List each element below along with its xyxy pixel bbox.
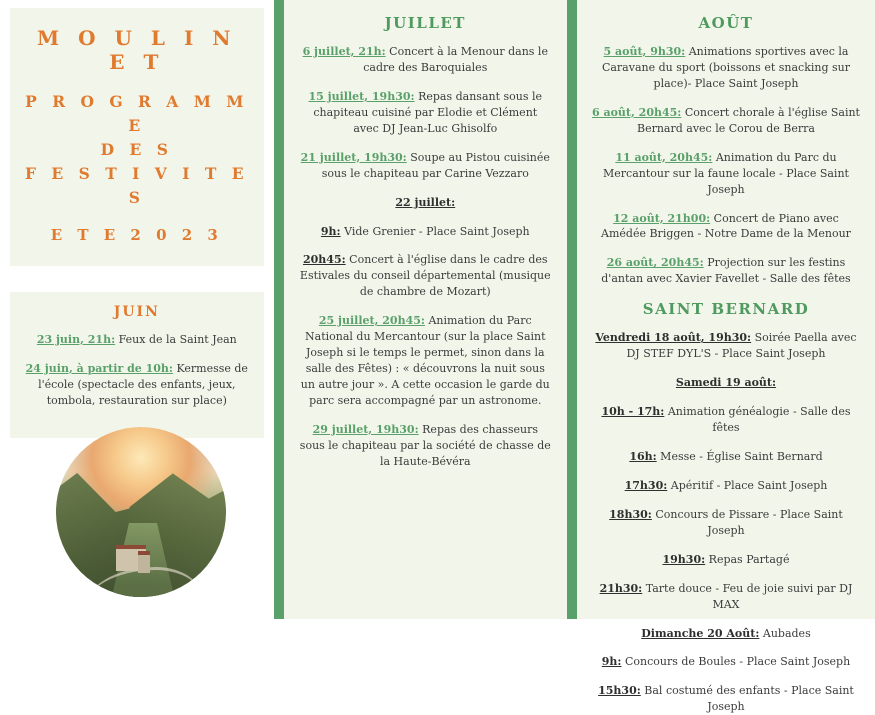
event-item xyxy=(591,654,861,670)
event-text: Concert chorale à l'église Saint Bernard avec le Corou de Berra xyxy=(636,105,860,135)
event-item xyxy=(24,332,250,348)
event-text: Feux de la Saint Jean xyxy=(115,333,237,347)
event-label: 6 juillet, 21h: xyxy=(302,45,386,58)
section-heading-aout: AOÛT xyxy=(698,14,754,32)
event-item xyxy=(300,195,551,211)
event-text: Repas dansant sous le chapiteau cuisiné par Elodie et Clément avec DJ Jean-Luc Ghisolfo xyxy=(313,89,543,135)
event-label: 12 août, 21h00: xyxy=(613,211,711,225)
event-item xyxy=(591,626,861,642)
event-text: Bal costumé des enfants - Place Saint Joseph xyxy=(640,684,854,714)
event-item xyxy=(300,252,551,300)
event-label: 10h - 17h: xyxy=(601,405,665,419)
event-item xyxy=(591,150,861,198)
event-item xyxy=(591,478,861,494)
event-text: Repas Partagé xyxy=(705,552,790,566)
page-title: M O U L I N E T xyxy=(37,26,237,74)
event-item xyxy=(591,581,861,613)
event-text: Concert de Piano avec Amédée Briggen - Notre Dame de la Menour xyxy=(601,211,851,241)
aout-event-list xyxy=(591,44,861,287)
event-text: Tarte douce - Feu de joie suivi par DJ MAX xyxy=(642,581,853,611)
event-item xyxy=(591,449,861,465)
event-label: 26 août, 20h45: xyxy=(606,256,704,270)
event-item xyxy=(591,683,861,715)
section-juin xyxy=(10,292,264,438)
event-item xyxy=(300,422,551,470)
event-item xyxy=(591,105,861,137)
event-item xyxy=(24,361,250,409)
event-text: Animation généalogie - Salle des fêtes xyxy=(664,405,851,434)
event-label: 24 juin, à partir de 10h: xyxy=(25,362,173,376)
event-item xyxy=(591,211,861,243)
event-label: 25 juillet, 20h45: xyxy=(318,314,425,328)
subtitle-line-1: P R O G R A M M E xyxy=(25,92,249,136)
event-label: 5 août, 9h30: xyxy=(603,45,686,58)
event-label: 18h30: xyxy=(609,507,652,521)
section-heading-juin: JUIN xyxy=(113,304,160,321)
event-label: 21 juillet, 19h30: xyxy=(300,150,407,164)
event-text: Vide Grenier - Place Saint Joseph xyxy=(340,224,530,238)
mountain-valley-photo xyxy=(56,427,226,597)
event-label: 20h45: xyxy=(303,253,346,267)
event-label: 16h: xyxy=(629,449,657,463)
photo-background xyxy=(56,427,226,597)
subtitle-line-3: F E S T I V I T E S xyxy=(25,164,249,208)
event-label: 15 juillet, 19h30: xyxy=(308,89,415,103)
event-label: 9h: xyxy=(601,655,622,669)
event-item xyxy=(300,44,551,76)
divider-right xyxy=(567,0,577,619)
section-heading-saint-bernard: SAINT BERNARD xyxy=(642,300,810,319)
event-label: 22 juillet: xyxy=(395,195,456,209)
subtitle-year: E T E 2 0 2 3 xyxy=(50,226,223,245)
event-label: 11 août, 20h45: xyxy=(615,150,713,164)
title-block xyxy=(10,8,264,266)
event-label: 6 août, 20h45: xyxy=(591,105,682,119)
juillet-event-list xyxy=(300,44,551,470)
middle-column xyxy=(284,0,567,619)
event-text: Projection sur les festins d'antan avec Xavier Favellet - Salle des fêtes xyxy=(601,256,851,286)
event-item xyxy=(591,44,861,92)
event-text: Kermesse de l'école (spectacle des enfants, jeux, tombola, restauration sur place) xyxy=(38,362,248,407)
event-item xyxy=(591,507,861,539)
event-item xyxy=(591,375,861,391)
event-text: Soupe au Pistou cuisinée sous le chapiteau par Carine Vezzaro xyxy=(321,150,550,180)
section-heading-juillet: JUILLET xyxy=(384,14,466,32)
event-item xyxy=(300,150,551,182)
event-item xyxy=(300,89,551,137)
event-label: 15h30: xyxy=(598,684,641,698)
event-label: 9h: xyxy=(320,224,341,238)
event-text: Repas des chasseurs sous le chapiteau par la société de chasse de la Haute-Bévéra xyxy=(299,422,551,468)
event-text: Concert à la Menour dans le cadre des Baroquiales xyxy=(363,45,548,74)
event-text: Apéritif - Place Saint Joseph xyxy=(667,478,828,492)
event-text: Soirée Paella avec DJ STEF DYL'S - Place Saint Joseph xyxy=(626,331,857,361)
left-column xyxy=(0,0,274,619)
event-item xyxy=(591,552,861,568)
event-label: 29 juillet, 19h30: xyxy=(312,422,419,436)
event-label: 23 juin, 21h: xyxy=(36,333,116,347)
event-item xyxy=(591,404,861,436)
event-item xyxy=(300,224,551,240)
right-column xyxy=(577,0,875,714)
event-text: Concours de Boules - Place Saint Joseph xyxy=(621,655,851,669)
subtitle-line-2: D E S xyxy=(100,140,173,160)
event-item xyxy=(300,313,551,409)
divider-left xyxy=(274,0,284,619)
right-column-inner xyxy=(577,0,875,714)
event-label: Samedi 19 août: xyxy=(675,376,777,390)
event-item xyxy=(591,255,861,287)
event-text: Messe - Église Saint Bernard xyxy=(656,449,823,463)
event-text: Concours de Pissare - Place Saint Joseph xyxy=(651,507,843,537)
section-juillet xyxy=(284,0,567,619)
event-label: Dimanche 20 Août: xyxy=(641,626,760,640)
event-label: 17h30: xyxy=(624,478,668,492)
event-label: 21h30: xyxy=(599,581,643,595)
event-text: Animation du Parc du Mercantour sur la faune locale - Place Saint Joseph xyxy=(603,150,849,196)
photo-house xyxy=(116,545,146,571)
event-item xyxy=(591,330,861,362)
event-label: 19h30: xyxy=(662,552,706,566)
saint-bernard-event-list xyxy=(591,330,861,715)
event-text: Animation du Parc National du Mercantour (sur la place Saint Joseph si le temps le permet, sinon dans la salle des Fêtes) : « découvrons la nuit sous un autre jour ». A cette occasion le garde du parc sera accompagné par un astronome. xyxy=(300,314,550,407)
event-text: Aubades xyxy=(759,626,811,640)
juin-event-list xyxy=(24,332,250,409)
event-text: Concert à l'église dans le cadre des Estivales du conseil départemental (musique de chambre de Mozart) xyxy=(299,253,551,299)
event-text: Animations sportives avec la Caravane du sport (boissons et snacking sur place)- Place Saint Joseph xyxy=(601,45,850,90)
event-label: Vendredi 18 août, 19h30: xyxy=(595,331,752,345)
